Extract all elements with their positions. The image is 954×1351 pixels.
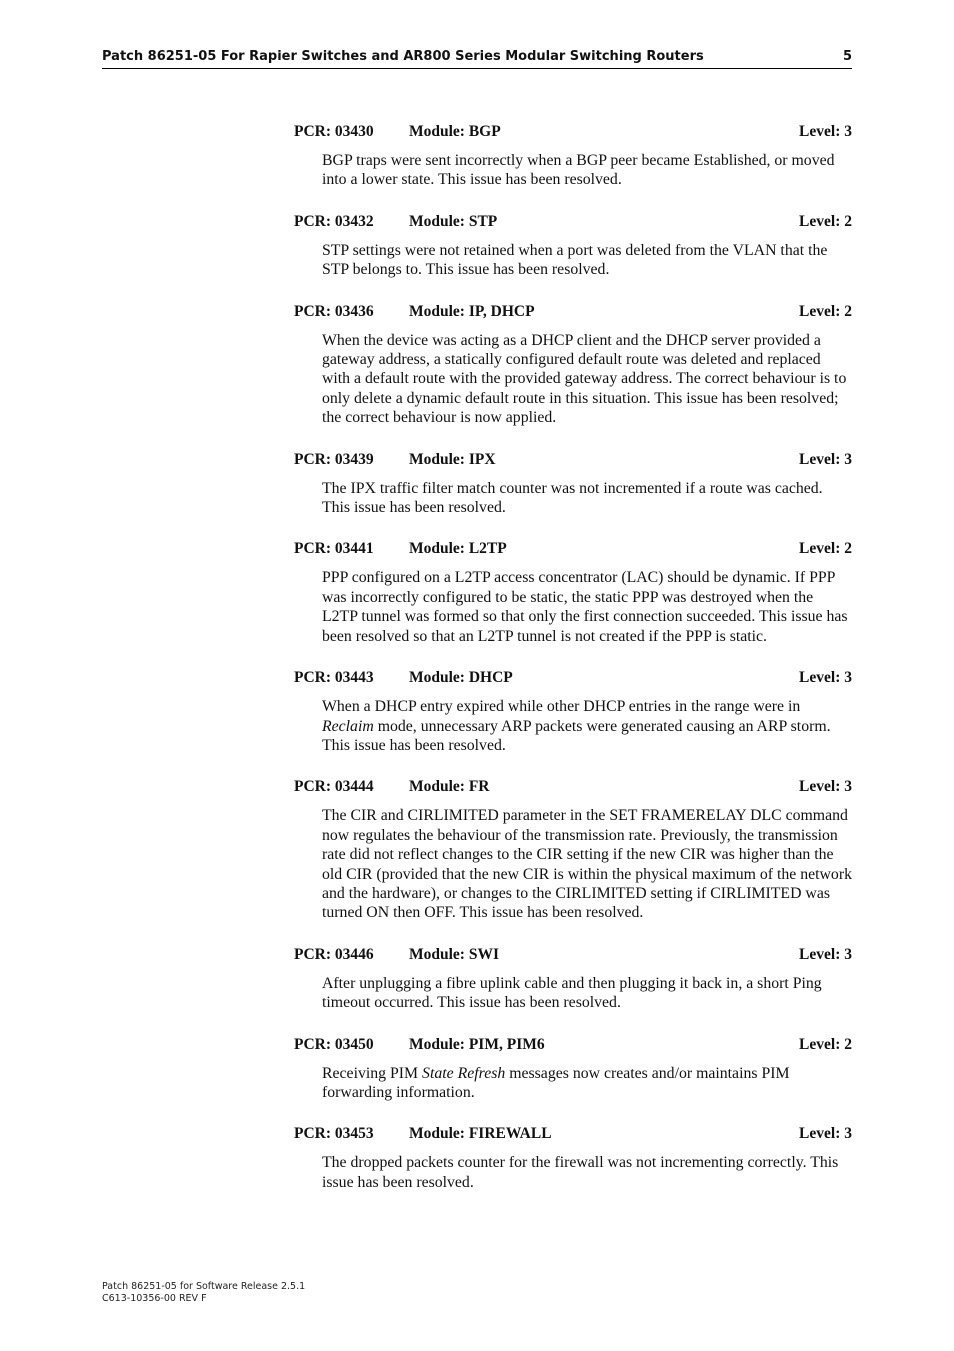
pcr-entry-header (294, 668, 852, 688)
pcr-number: PCR: 03436 (294, 302, 374, 320)
pcr-entry (294, 1035, 852, 1103)
description-text: Receiving PIM (322, 1064, 423, 1082)
pcr-entry-header (294, 450, 852, 470)
pcr-level: Level: 3 (799, 123, 852, 140)
pcr-module: Module: SWI (409, 945, 499, 963)
footer-release: Patch 86251-05 for Software Release 2.5.1 (102, 1281, 306, 1292)
pcr-number: PCR: 03439 (294, 450, 374, 468)
pcr-entry (294, 122, 852, 190)
pcr-description (322, 1064, 852, 1103)
pcr-entry-header (294, 945, 852, 965)
description-text: When a DHCP entry expired while other DHCP entries in the range were in (322, 698, 801, 716)
pcr-entry-header (294, 1035, 852, 1055)
pcr-entry (294, 668, 852, 755)
pcr-level: Level: 3 (799, 669, 852, 687)
pcr-number: PCR: 03430 (294, 123, 374, 140)
pcr-number: PCR: 03444 (294, 778, 374, 796)
description-emphasis: Reclaim (322, 717, 374, 735)
pcr-entry (294, 302, 852, 428)
pcr-level: Level: 2 (799, 540, 852, 558)
pcr-number: PCR: 03446 (294, 945, 374, 963)
pcr-entry-header (294, 122, 852, 142)
pcr-number: PCR: 03441 (294, 540, 374, 558)
pcr-level: Level: 3 (799, 1125, 852, 1143)
pcr-description: The IPX traffic filter match counter was not incremented if a route was cached. This issue has been resolved. (322, 479, 823, 517)
page-header (102, 48, 852, 69)
pcr-module: Module: L2TP (409, 540, 507, 558)
pcr-module: Module: PIM, PIM6 (409, 1035, 545, 1053)
pcr-entry (294, 777, 852, 922)
description-emphasis: State Refresh (422, 1064, 506, 1082)
pcr-number: PCR: 03443 (294, 669, 374, 687)
page-number: 5 (842, 49, 852, 64)
pcr-description: STP settings were not retained when a port was deleted from the VLAN that the STP belongs to. This issue has been resolved. (322, 241, 828, 279)
pcr-module: Module: FIREWALL (409, 1125, 552, 1143)
pcr-module: Module: IPX (409, 450, 496, 468)
pcr-level: Level: 2 (799, 1035, 852, 1053)
pcr-module: Module: BGP (409, 123, 501, 140)
pcr-module: Module: DHCP (409, 669, 513, 687)
footer-doc-number: C613-10356-00 REV F (102, 1292, 207, 1304)
pcr-description: BGP traps were sent incorrectly when a BGP peer became Established, or moved into a lower state. This issue has been resolved. (322, 152, 835, 189)
pcr-level: Level: 2 (799, 212, 852, 230)
pcr-level: Level: 3 (799, 945, 852, 963)
pcr-module: Module: IP, DHCP (409, 302, 535, 320)
pcr-entry (294, 539, 852, 646)
pcr-description: When the device was acting as a DHCP client and the DHCP server provided a gateway address, a statically configured default route was deleted and replaced with a default route with the provided gateway address. The correct behaviour is to only delete a dynamic default route in this situation. This issue has been resolved; the correct behaviour is now applied. (322, 331, 847, 427)
pcr-module: Module: FR (409, 778, 490, 796)
pcr-description (322, 697, 852, 755)
pcr-entry-header (294, 539, 852, 559)
pcr-entry (294, 1124, 852, 1192)
pcr-entry-header (294, 302, 852, 322)
pcr-description: PPP configured on a L2TP access concentrator (LAC) should be dynamic. If PPP was incorrectly configured to be static, the static PPP was destroyed when the L2TP tunnel was formed so that only the first connection succeeded. This issue has been resolved so that an L2TP tunnel is not created if the PPP is static. (322, 569, 848, 645)
description-text: messages now creates and/or maintains PIM forwarding information. (322, 1064, 790, 1101)
pcr-number: PCR: 03432 (294, 212, 374, 230)
pcr-number: PCR: 03450 (294, 1035, 374, 1053)
document-title: Patch 86251-05 For Rapier Switches and AR800 Series Modular Switching Routers (102, 49, 704, 64)
pcr-entry (294, 450, 852, 518)
pcr-entry (294, 212, 852, 280)
pcr-level: Level: 3 (799, 450, 852, 468)
pcr-entry-header (294, 212, 852, 232)
pcr-description: After unplugging a fibre uplink cable and then plugging it back in, a short Ping timeout occurred. This issue has been resolved. (322, 974, 822, 1012)
pcr-level: Level: 3 (799, 778, 852, 796)
pcr-module: Module: STP (409, 212, 498, 230)
page-footer (102, 1281, 305, 1304)
pcr-level: Level: 2 (799, 302, 852, 320)
pcr-description: The dropped packets counter for the firewall was not incrementing correctly. This issue has been resolved. (322, 1154, 839, 1191)
pcr-entry-header (294, 1124, 852, 1144)
pcr-entry (294, 945, 852, 1013)
pcr-list (294, 122, 852, 1192)
description-text: mode, unnecessary ARP packets were generated causing an ARP storm. This issue has been resolved. (322, 717, 831, 754)
pcr-number: PCR: 03453 (294, 1125, 374, 1143)
pcr-entry-header (294, 777, 852, 797)
pcr-description: The CIR and CIRLIMITED parameter in the SET FRAMERELAY DLC command now regulates the behaviour of the transmission rate. Previously, the transmission rate did not reflect changes to the CIR setting if the new CIR was higher than the old CIR (provided that the new CIR is within the physical maximum of the network and the hardware), or changes to the CIRLIMITED setting if CIRLIMITED was turned ON then OFF. This issue has been resolved. (322, 807, 852, 922)
